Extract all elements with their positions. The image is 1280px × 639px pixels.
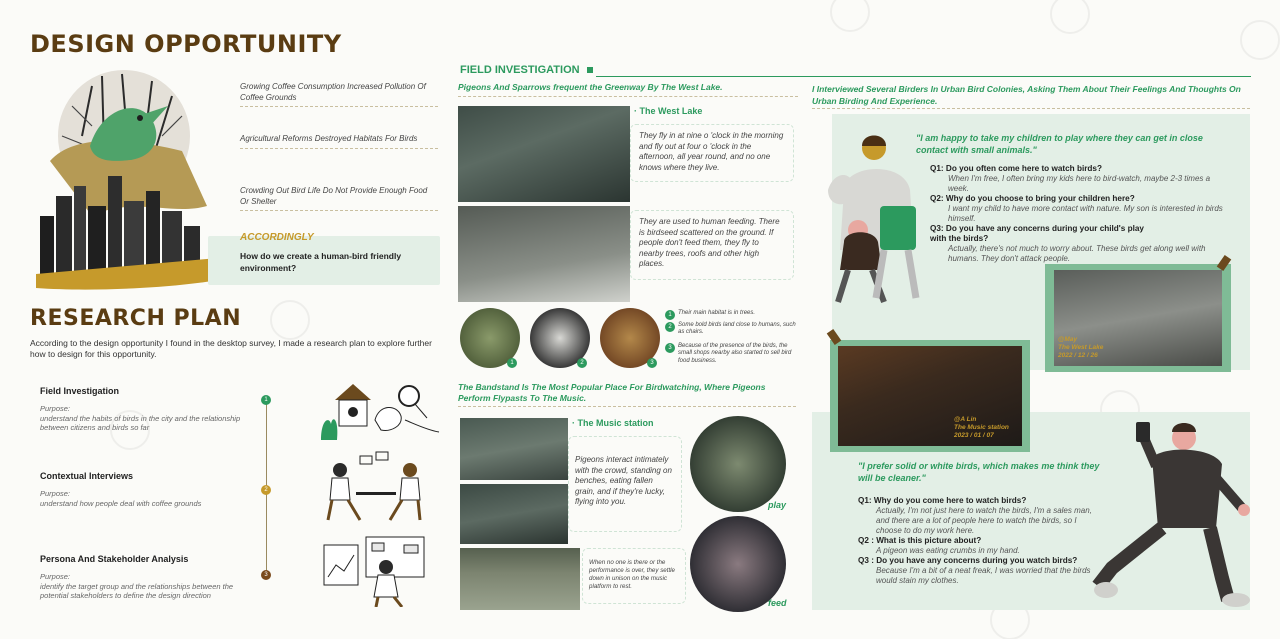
- caption-place: The West Lake: [1058, 344, 1104, 351]
- field-investigation-title: [460, 64, 593, 76]
- may-photo-caption: [1058, 336, 1103, 360]
- note-text: Some bold birds land close to humans, such as chairs.: [678, 321, 796, 335]
- note-text: Because of the presence of the birds, the small shops nearby also started to sell bird food business.: [678, 342, 792, 364]
- research-step-1: [40, 386, 250, 433]
- answer: When I'm free, I often bring my kids here to bird-watch, maybe 2-3 times a week.: [948, 174, 1211, 193]
- music-station-photo-3: [460, 548, 580, 610]
- question: Q2: Why do you choose to bring your children here?: [930, 194, 1135, 203]
- interviews-title: I Interviewed Several Birders In Urban Bird Colonies, Asking Them About Their Feelings And Thoughts On Urban Birding And Experience.: [812, 84, 1241, 106]
- step-title: Persona And Stakeholder Analysis: [40, 554, 189, 564]
- timeline-dot-1: 1: [261, 395, 271, 405]
- persona-illustration: [322, 535, 442, 612]
- feed-label: feed: [768, 598, 787, 608]
- step-title: Field Investigation: [40, 386, 120, 396]
- caption-author: @A Lin: [954, 416, 977, 423]
- interview-quote-1: "I am happy to take my children to play where they can get in close contact with small animals.": [916, 133, 1203, 155]
- question: Q3 : Do you have any concerns during you watch birds?: [858, 556, 1078, 565]
- question: Q1: Do you often come here to watch birds?: [930, 164, 1102, 173]
- photo-number-1: 1: [507, 358, 517, 368]
- music-station-text-box-1: [568, 436, 682, 532]
- play-label: play: [768, 500, 787, 510]
- music-station-label: · The Music station: [572, 418, 654, 428]
- field-subtitle-rule: [458, 96, 798, 97]
- research-plan-intro: According to the design opportunity I found in the desktop survey, I made a research plan to explore further how to design for this opportunity.: [30, 338, 432, 359]
- music-station-text-2: When no one is there or the performance is over, they settle down in unison on the music platform to rest.: [589, 559, 675, 590]
- note-text: Their main habitat is in trees.: [678, 310, 756, 316]
- west-lake-label: · The West Lake: [634, 106, 703, 116]
- interviews-title-rule: [812, 108, 1250, 109]
- interview-quote-2: "I prefer solid or white birds, which makes me think they will be cleaner.": [858, 461, 1100, 483]
- west-lake-photo-2: [458, 206, 630, 302]
- interview-qa-1: [930, 164, 1230, 264]
- purpose-label: Purpose:: [40, 404, 71, 413]
- play-photo: [690, 416, 786, 512]
- photo-number-3: 3: [647, 358, 657, 368]
- step-purpose: understand the habits of birds in the city and the relationship between citizens and birds so far: [40, 413, 241, 432]
- music-station-text-1: Pigeons interact intimately with the crowd, standing on benches, eating fallen grain, and if they're lucky, flying into you.: [575, 455, 672, 506]
- timeline-dot-2: 2: [261, 485, 271, 495]
- music-station-photo-1: [460, 418, 568, 480]
- photo-number-2: 2: [577, 358, 587, 368]
- research-plan-title: RESEARCH PLAN: [30, 306, 242, 331]
- answer: A pigeon was eating crumbs in my hand.: [876, 546, 1020, 555]
- answer: I want my child to have more contact with nature. My son is interested in birds himself.: [948, 204, 1223, 223]
- field-title-text: FIELD INVESTIGATION: [460, 64, 580, 76]
- west-lake-text-box-1: [630, 124, 794, 182]
- field-subtitle-2: The Bandstand Is The Most Popular Place For Birdwatching, Where Pigeons Perform Flypasts To The Music.: [458, 382, 766, 403]
- answer: Because I'm a bit of a neat freak, I was worried that the birds would stain my clothes.: [876, 566, 1091, 585]
- music-station-text-box-2: [582, 548, 686, 604]
- note-number: 1: [665, 310, 675, 320]
- purpose-label: Purpose:: [40, 489, 71, 498]
- accordingly-label: ACCORDINGLY: [240, 232, 314, 243]
- west-lake-text-2: They are used to human feeding. There is birdseed scattered on the ground. If people don't feed them, they fly to nearby trees, roofs and other high places.: [639, 217, 780, 268]
- field-subtitle-1: Pigeons And Sparrows frequent the Greenway By The West Lake.: [458, 82, 723, 92]
- question: Q2 : What is this picture about?: [858, 536, 982, 545]
- opportunity-item-2: Agricultural Reforms Destroyed Habitats For Birds: [240, 134, 438, 149]
- may-photo: [1054, 270, 1222, 366]
- caption-author: @May: [1058, 336, 1077, 343]
- opportunity-item-1: Growing Coffee Consumption Increased Pollution Of Coffee Grounds: [240, 82, 438, 107]
- west-lake-photo-1: [458, 106, 630, 202]
- purpose-label: Purpose:: [40, 572, 71, 581]
- interview-illustration: [320, 450, 430, 527]
- answer: Actually, I'm not just here to watch the birds, I'm a sales man, and there are a lot of people here to watch the birds, so I choose to do my work here.: [876, 506, 1092, 535]
- west-lake-text-box-2: [630, 210, 794, 280]
- field-subtitle-rule-2: [458, 406, 796, 407]
- step-purpose: understand how people deal with coffee grounds: [40, 498, 202, 508]
- alin-photo: [838, 346, 1022, 446]
- research-step-3: [40, 554, 250, 601]
- step-purpose: identify the target group and the relationships between the potential stakeholders to define the design direction: [40, 581, 234, 600]
- step-title: Contextual Interviews: [40, 471, 134, 481]
- west-lake-text-1: They fly in at nine o 'clock in the morning and fly out at four o 'clock in the afternoon, all year round, and no one knows where they live.: [639, 131, 784, 172]
- top-rule: [596, 76, 1251, 77]
- accordingly-box: [208, 232, 440, 285]
- answer: Actually, there's not much to worry about. These birds get along well with humans. They don't attack people.: [948, 244, 1206, 263]
- question: Q3: Do you have any concerns during your child's play with the birds?: [930, 224, 1144, 243]
- timeline-dot-3: 3: [261, 570, 271, 580]
- salesman-illustration: [1092, 418, 1257, 613]
- alin-photo-caption: [954, 416, 1009, 440]
- birdhouse-illustration: [315, 380, 440, 447]
- question: Q1: Why do you come here to watch birds?: [858, 496, 1027, 505]
- music-station-photo-2: [460, 484, 568, 544]
- city-bird-collage: [32, 66, 222, 292]
- caption-date: 2022 / 12 / 26: [1058, 352, 1098, 359]
- caption-place: The Music station: [954, 424, 1009, 431]
- design-opportunity-title: DESIGN OPPORTUNITY: [30, 30, 342, 58]
- opportunity-question: How do we create a human-bird friendly environment?: [240, 251, 402, 273]
- habitat-notes: [665, 310, 797, 365]
- opportunity-item-3: Crowding Out Bird Life Do Not Provide Enough Food Or Shelter: [240, 186, 438, 211]
- interview-qa-2: [858, 496, 1098, 586]
- note-number: 2: [665, 322, 675, 332]
- square-bullet-icon: [587, 67, 593, 73]
- mother-child-illustration: [824, 130, 934, 310]
- note-number: 3: [665, 343, 675, 353]
- caption-date: 2023 / 01 / 07: [954, 432, 994, 439]
- research-step-2: [40, 471, 250, 508]
